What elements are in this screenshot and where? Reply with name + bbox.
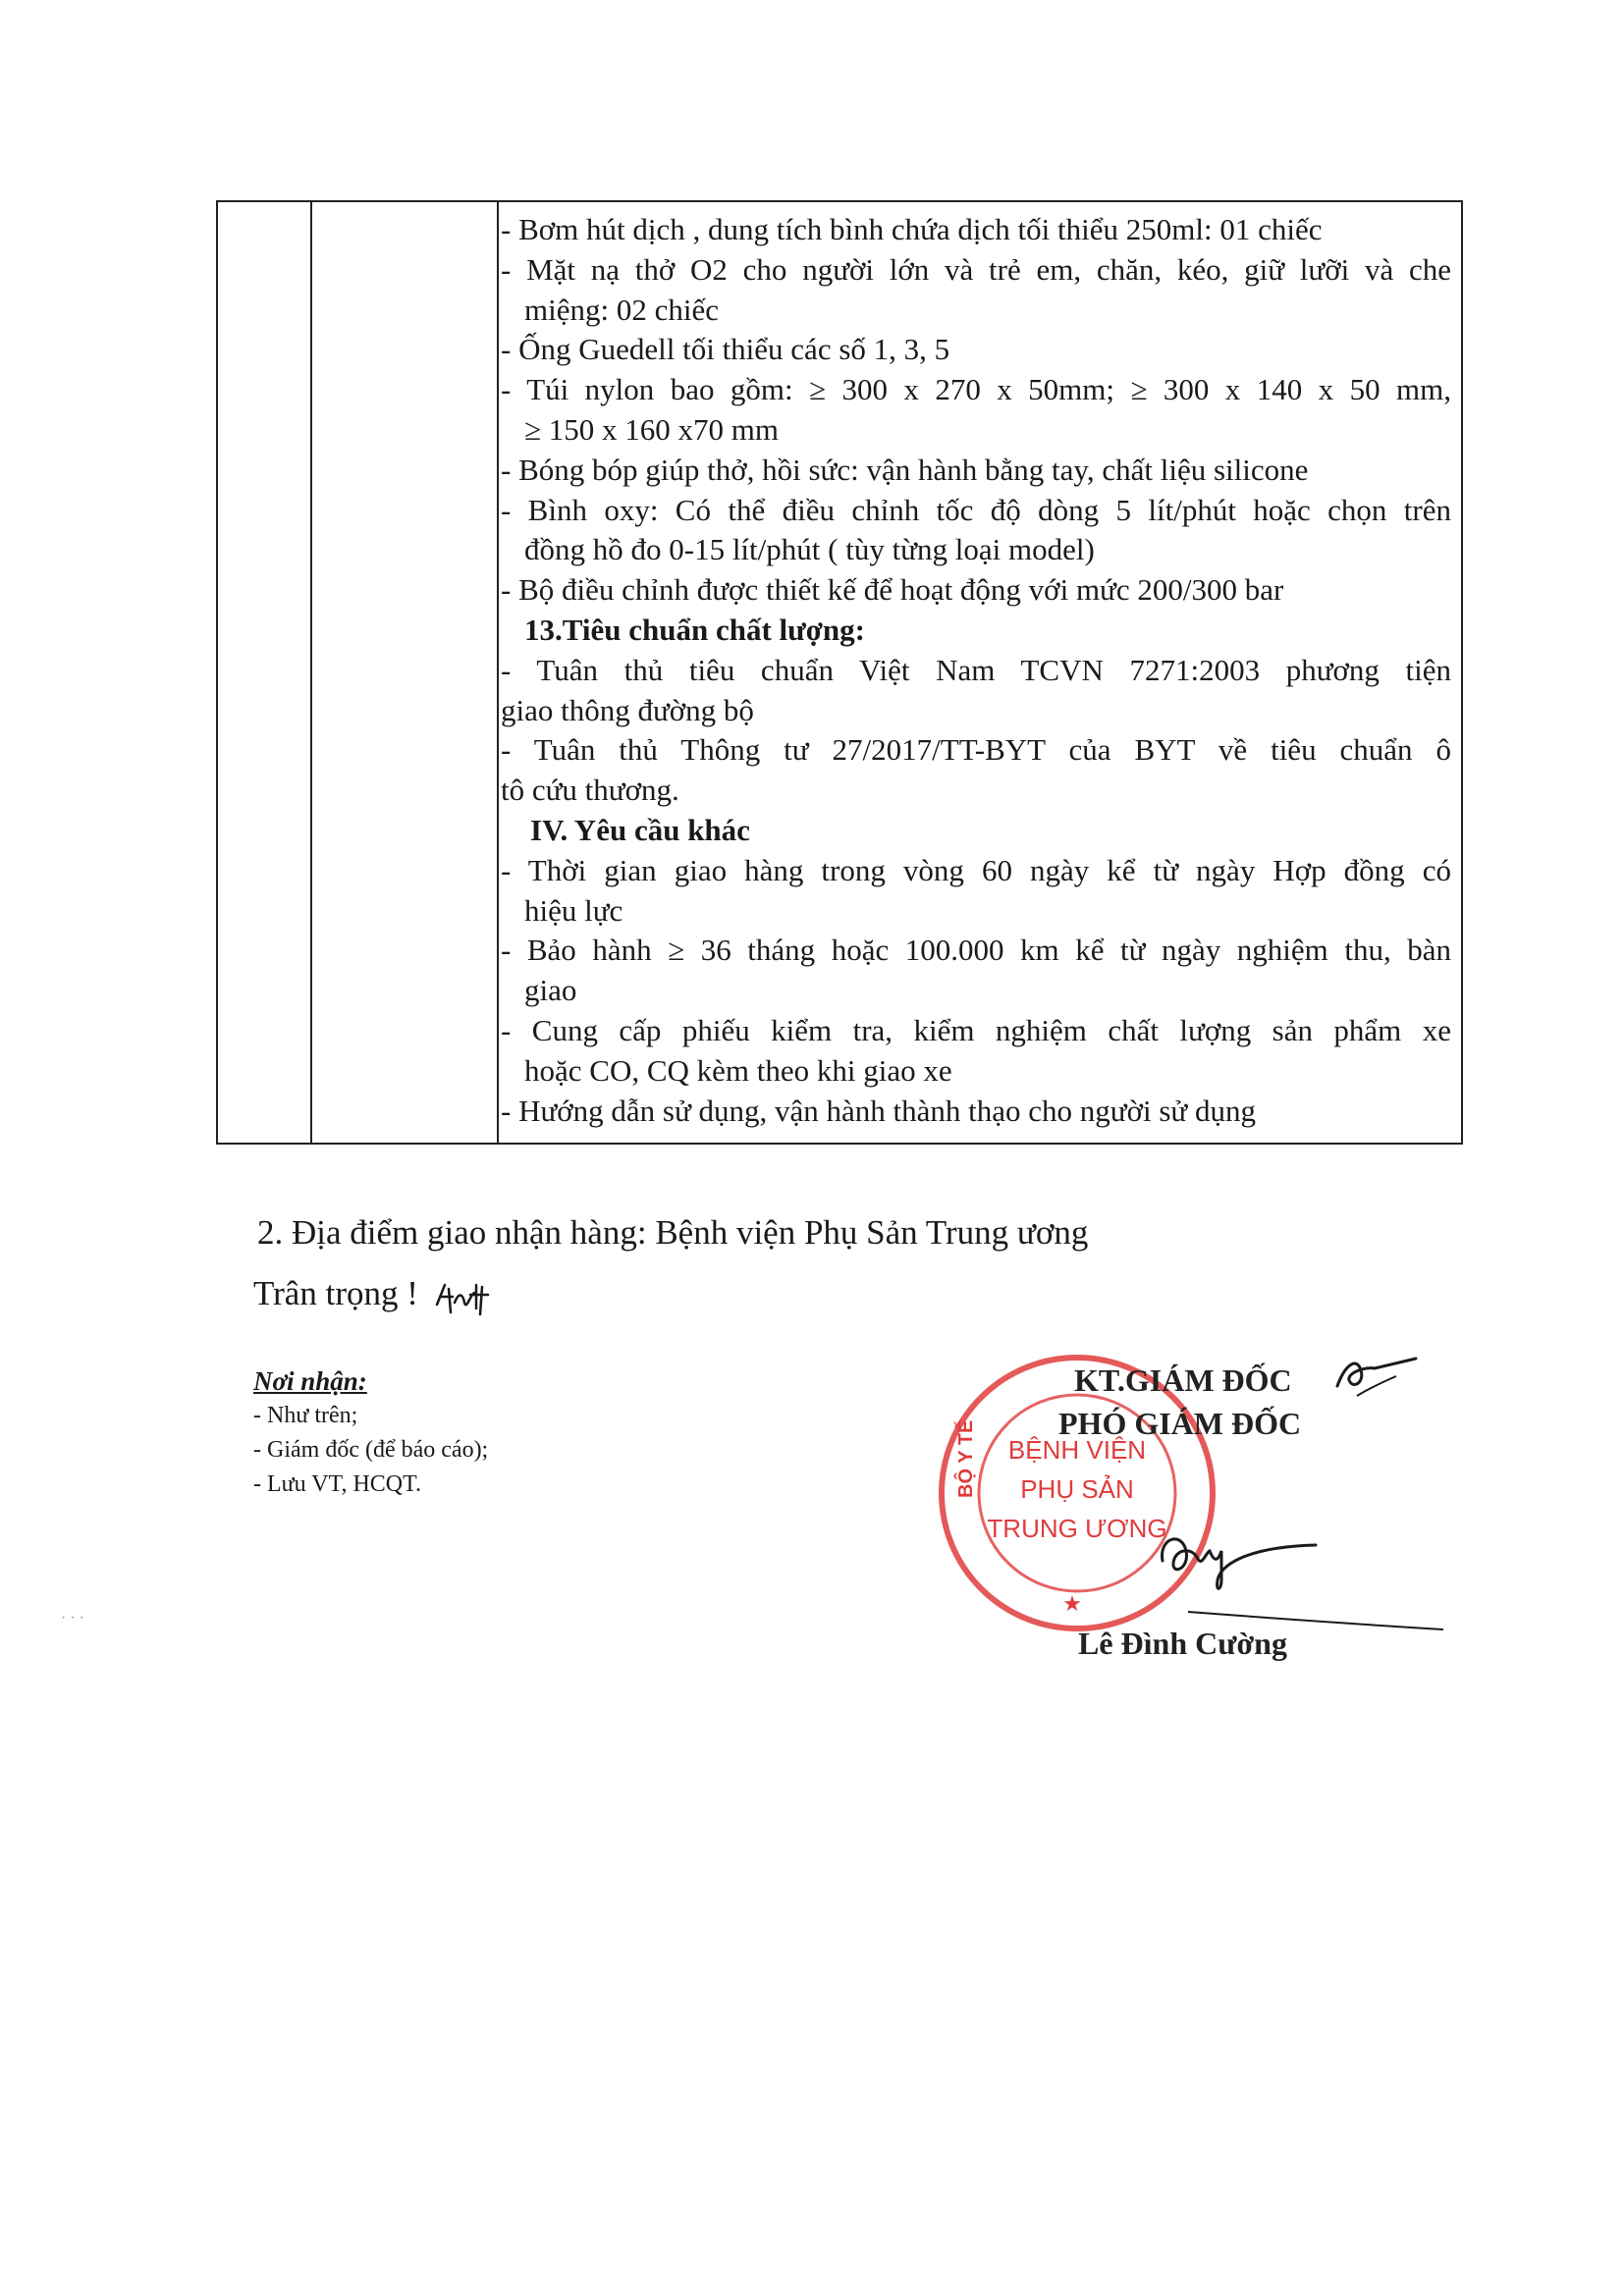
table-line: hoặc CO, CQ kèm theo khi giao xe xyxy=(524,1052,952,1088)
table-line: - Hướng dẫn sử dụng, vận hành thành thạo cho người sử dụng xyxy=(501,1093,1256,1128)
table-line: - Cung cấp phiếu kiểm tra, kiểm nghiệm chất lượng sản phẩm xe xyxy=(501,1013,1451,1047)
table-content-cell xyxy=(501,202,1457,1143)
table-line: - Bóng bóp giúp thở, hồi sức: vận hành bằng tay, chất liệu silicone xyxy=(501,452,1309,487)
sign-title-1: KT.GIÁM ĐỐC xyxy=(1074,1362,1292,1398)
table-line: - Bình oxy: Có thể điều chỉnh tốc độ dòng 5 lít/phút hoặc chọn trên xyxy=(501,492,1451,527)
spec-table xyxy=(216,200,1463,1145)
seal-line-1: BỆNH VIỆN xyxy=(1007,1435,1147,1465)
closing-text: Trân trọng ! xyxy=(253,1274,418,1312)
table-line: tô cứu thương. xyxy=(501,773,679,808)
table-line: - Túi nylon bao gồm: ≥ 300 x 270 x 50mm; ≥ 300 x 140 x 50 mm, xyxy=(501,372,1451,407)
recipients-block xyxy=(253,1364,488,1502)
initials-signature xyxy=(431,1275,500,1318)
director-signature-icon xyxy=(1149,1502,1443,1639)
seal-line-2: PHỤ SẢN xyxy=(1020,1474,1134,1504)
closing-greeting xyxy=(253,1274,500,1318)
table-line: miệng: 02 chiếc xyxy=(524,292,719,327)
signer-name: Lê Đình Cường xyxy=(1078,1626,1287,1661)
table-line: - Bảo hành ≥ 36 tháng hoặc 100.000 km kể từ ngày nghiệm thu, bàn xyxy=(501,933,1451,968)
recipients-title: Nơi nhận: xyxy=(253,1366,367,1396)
table-column-divider xyxy=(310,202,312,1143)
delivery-location: 2. Địa điểm giao nhận hàng: Bệnh viện Phụ Sản Trung ương xyxy=(257,1213,1089,1252)
table-line: giao xyxy=(524,973,577,1008)
table-line: - Ống Guedell tối thiểu các số 1, 3, 5 xyxy=(501,332,950,367)
table-line: - Bơm hút dịch , dung tích bình chứa dịch tối thiểu 250ml: 01 chiếc xyxy=(501,212,1323,246)
seal-line-3: TRUNG ƯƠNG xyxy=(987,1514,1167,1543)
table-line: - Tuân thủ Thông tư 27/2017/TT-BYT của BYT về tiêu chuẩn ô xyxy=(501,732,1451,768)
section-heading: IV. Yêu cầu khác xyxy=(530,813,750,847)
recipient-item: - Lưu VT, HCQT. xyxy=(253,1471,421,1497)
star-icon: ★ xyxy=(1062,1591,1082,1616)
table-line: đồng hồ đo 0-15 lít/phút ( tùy từng loại model) xyxy=(524,532,1095,567)
recipient-item: - Giám đốc (để báo cáo); xyxy=(253,1437,489,1463)
table-line: giao thông đường bộ xyxy=(501,692,754,727)
table-line: - Mặt nạ thở O2 cho người lớn và trẻ em, chăn, kéo, giữ lưỡi và che xyxy=(501,251,1451,287)
margin-mark: · · · xyxy=(61,1610,84,1627)
recipient-item: - Như trên; xyxy=(253,1403,358,1428)
table-line: - Bộ điều chỉnh được thiết kế để hoạt động với mức 200/300 bar xyxy=(501,572,1284,608)
initial-signature-icon xyxy=(1327,1347,1426,1406)
table-line: ≥ 150 x 160 x70 mm xyxy=(524,412,779,447)
seal-top-text: BỘ Y TẾ xyxy=(955,1419,977,1498)
section-heading: 13.Tiêu chuẩn chất lượng: xyxy=(524,613,865,647)
table-line: - Thời gian giao hàng trong vòng 60 ngày kể từ ngày Hợp đồng có xyxy=(501,852,1451,887)
table-column-divider xyxy=(497,202,499,1143)
table-line: hiệu lực xyxy=(524,892,623,928)
sign-title-2: PHÓ GIÁM ĐỐC xyxy=(1058,1406,1302,1441)
table-line: - Tuân thủ tiêu chuẩn Việt Nam TCVN 7271:2003 phương tiện xyxy=(501,652,1451,687)
